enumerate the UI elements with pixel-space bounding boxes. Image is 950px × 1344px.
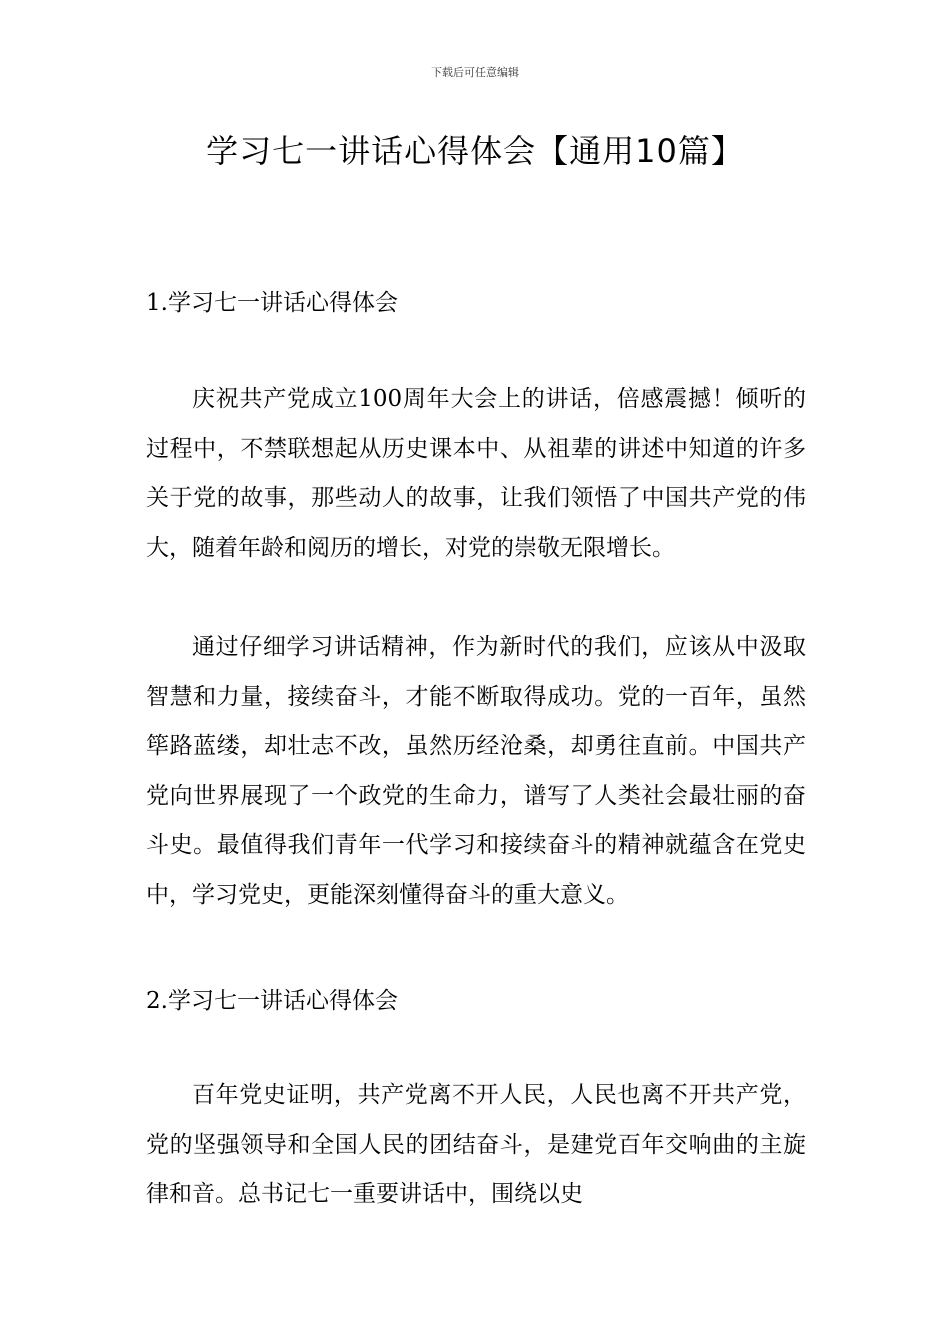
document-title: 学习七一讲话心得体会【通用10篇】 [206,132,744,170]
section-heading: 1.学习七一讲话心得体会 [146,290,398,316]
body-paragraph: 百年党史证明，共产党离不开人民，人民也离不开共产党，党的坚强领导和全国人民的团结奋斗，是建党百年交响曲的主旋律和音。总书记七一重要讲话中，围绕以史 [146,1082,806,1208]
section-heading: 2.学习七一讲话心得体会 [146,988,398,1014]
body-paragraph: 庆祝共产党成立100周年大会上的讲话，倍感震撼！倾听的过程中，不禁联想起从历史课本中、从祖辈的讲述中知道的许多关于党的故事，那些动人的故事，让我们领悟了中国共产党的伟大，随着年龄和阅历的增长，对党的崇敬无限增长。 [146,386,806,561]
header-note: 下载后可任意编辑 [431,66,519,79]
body-paragraph: 通过仔细学习讲话精神，作为新时代的我们，应该从中汲取智慧和力量，接续奋斗，才能不断取得成功。党的一百年，虽然筚路蓝缕，却壮志不改，虽然历经沧桑，却勇往直前。中国共产党向世界展现了一个政党的生命力，谱写了人类社会最壮丽的奋斗史。最值得我们青年一代学习和接续奋斗的精神就蕴含在党史中，学习党史，更能深刻懂得奋斗的重大意义。 [146,634,806,908]
